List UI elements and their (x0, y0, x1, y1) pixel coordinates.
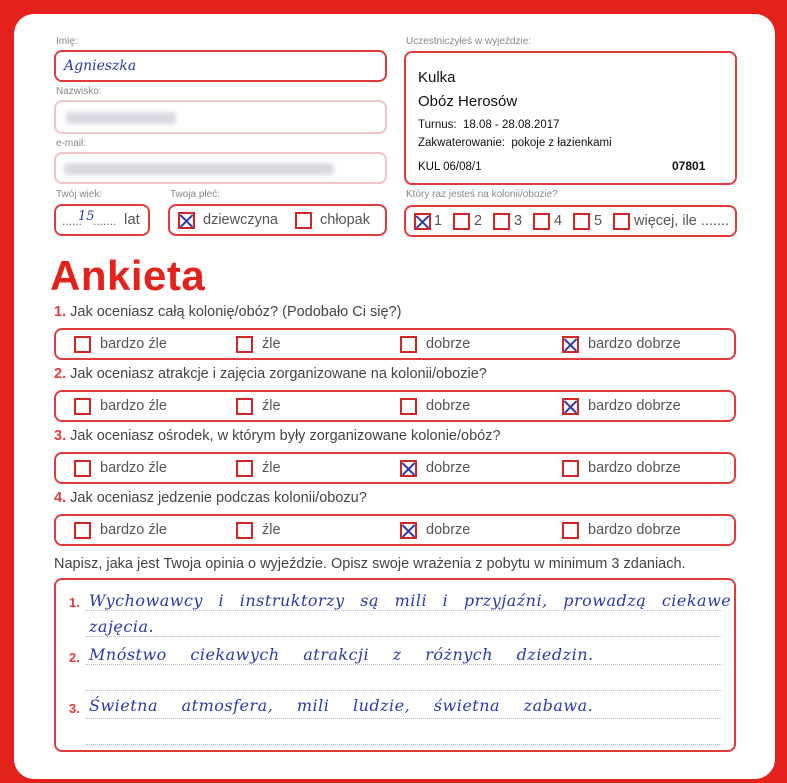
email-label: e-mail: (56, 138, 87, 149)
rating-option-label: bardzo dobrze (588, 398, 681, 414)
question-text: Jak oceniasz atrakcje i zajęcia zorganizowane na kolonii/obozie? (70, 366, 487, 382)
gender-label: Twoja płeć: (170, 189, 221, 200)
turnus-label: Turnus: (418, 119, 457, 131)
rating-row-3 (54, 452, 736, 484)
rating-checkbox-4[interactable] (562, 398, 579, 415)
times-option-2: 2 (474, 213, 483, 229)
gender-female-label: dziewczyna (203, 212, 278, 228)
rating-checkbox-3[interactable] (400, 460, 417, 477)
rating-option-label: bardzo źle (100, 522, 167, 538)
opinion-line (86, 610, 722, 611)
surname-field[interactable] (54, 100, 387, 134)
trip-number: 07801 (672, 159, 706, 173)
rating-checkbox-1[interactable] (74, 336, 91, 353)
accommodation-label: Zakwaterowanie: (418, 137, 505, 149)
question-2 (54, 366, 487, 382)
question-text: Jak oceniasz całą kolonię/obóz? (Podobało Ci się?) (70, 304, 402, 320)
trip-turnus (418, 119, 560, 131)
survey-title: Ankieta (50, 252, 206, 299)
rating-option-label: dobrze (426, 398, 471, 414)
rating-option-label: bardzo dobrze (588, 522, 681, 538)
answer-2-number: 2. (69, 650, 80, 665)
rating-option-label: źle (262, 460, 281, 476)
trip-label: Uczestniczyłeś w wyjeździe: (406, 36, 532, 47)
gender-female-checkbox[interactable] (178, 212, 195, 229)
survey-sheet (14, 14, 775, 779)
question-1 (54, 304, 401, 320)
rating-option-label: dobrze (426, 336, 471, 352)
rating-row-2 (54, 390, 736, 422)
rating-option-label: bardzo dobrze (588, 460, 681, 476)
age-field[interactable] (54, 204, 150, 236)
opinion-box[interactable] (54, 578, 736, 752)
email-redacted (64, 163, 334, 175)
answer-3-line-1: Świetna atmosfera, mili ludzie, świetna zabawa. (89, 696, 594, 715)
times-option-4: 4 (554, 213, 563, 229)
opinion-prompt: Napisz, jaka jest Twoja opinia o wyjeździe. Opisz swoje wrażenia z pobytu w minimum 3 zdaniach. (54, 556, 686, 572)
rating-checkbox-1[interactable] (74, 522, 91, 539)
rating-option-label: źle (262, 398, 281, 414)
rating-row-4 (54, 514, 736, 546)
rating-checkbox-2[interactable] (236, 398, 253, 415)
trip-code: KUL 06/08/1 (418, 161, 482, 173)
question-3 (54, 428, 501, 444)
trip-camp: Obóz Herosów (418, 93, 518, 110)
times-checkbox-5[interactable] (573, 213, 590, 230)
opinion-line (86, 744, 722, 745)
rating-option-label: bardzo źle (100, 460, 167, 476)
trip-title: Kulka (418, 69, 456, 86)
question-text: Jak oceniasz ośrodek, w którym były zorganizowane kolonie/obóz? (70, 428, 501, 444)
times-label: Który raz jesteś na kolonii/obozie? (406, 189, 558, 200)
email-field[interactable] (54, 152, 387, 184)
rating-checkbox-2[interactable] (236, 460, 253, 477)
age-dots-left: ...... (62, 214, 83, 228)
opinion-line (86, 664, 722, 665)
rating-option-label: źle (262, 336, 281, 352)
age-dots-right: ....... (93, 214, 117, 228)
times-checkbox-1[interactable] (414, 213, 431, 230)
rating-checkbox-4[interactable] (562, 336, 579, 353)
times-option-5: 5 (594, 213, 603, 229)
times-checkbox-2[interactable] (453, 213, 470, 230)
name-label: Imię: (56, 36, 78, 47)
opinion-line (86, 718, 722, 719)
opinion-line (86, 690, 722, 691)
rating-row-1 (54, 328, 736, 360)
rating-option-label: bardzo źle (100, 336, 167, 352)
question-4 (54, 490, 367, 506)
rating-checkbox-1[interactable] (74, 398, 91, 415)
rating-checkbox-4[interactable] (562, 522, 579, 539)
question-text: Jak oceniasz jedzenie podczas kolonii/obozu? (70, 490, 367, 506)
question-number: 4. (54, 490, 67, 506)
question-number: 1. (54, 304, 67, 320)
times-field (404, 205, 737, 237)
answer-2-line-1: Mnóstwo ciekawych atrakcji z różnych dziedzin. (89, 645, 594, 664)
times-checkbox-3[interactable] (493, 213, 510, 230)
rating-checkbox-1[interactable] (74, 460, 91, 477)
times-option-1: 1 (434, 213, 443, 229)
accommodation-value: pokoje z łazienkami (511, 137, 612, 149)
name-field[interactable] (54, 50, 387, 82)
question-number: 3. (54, 428, 67, 444)
times-checkbox-more[interactable] (613, 213, 630, 230)
age-unit: lat (124, 211, 140, 228)
gender-field (168, 204, 387, 236)
rating-checkbox-3[interactable] (400, 522, 417, 539)
rating-checkbox-3[interactable] (400, 398, 417, 415)
trip-card (404, 51, 737, 185)
answer-1-number: 1. (69, 595, 80, 610)
name-value: Agnieszka (64, 58, 137, 74)
age-value: 15 (78, 209, 95, 224)
rating-checkbox-3[interactable] (400, 336, 417, 353)
rating-option-label: dobrze (426, 460, 471, 476)
rating-option-label: dobrze (426, 522, 471, 538)
times-option-3: 3 (514, 213, 523, 229)
answer-1-line-2: zajęcia. (89, 617, 155, 636)
trip-accommodation (418, 137, 612, 149)
times-option-more: więcej, ile ....... (634, 213, 730, 229)
rating-option-label: bardzo dobrze (588, 336, 681, 352)
turnus-value: 18.08 - 28.08.2017 (462, 119, 560, 131)
gender-male-checkbox[interactable] (295, 212, 312, 229)
gender-male-label: chłopak (320, 212, 370, 228)
rating-checkbox-2[interactable] (236, 336, 253, 353)
question-number: 2. (54, 366, 67, 382)
rating-option-label: źle (262, 522, 281, 538)
age-label: Twój wiek: (56, 189, 103, 200)
answer-1-line-1: Wychowawcy i instruktorzy są mili i przyjaźni, prowadzą ciekawe (89, 591, 732, 610)
rating-checkbox-2[interactable] (236, 522, 253, 539)
rating-checkbox-4[interactable] (562, 460, 579, 477)
rating-option-label: bardzo źle (100, 398, 167, 414)
opinion-line (86, 636, 722, 637)
surname-redacted (66, 112, 176, 124)
surname-label: Nazwisko: (56, 86, 102, 97)
times-checkbox-4[interactable] (533, 213, 550, 230)
answer-3-number: 3. (69, 701, 80, 716)
